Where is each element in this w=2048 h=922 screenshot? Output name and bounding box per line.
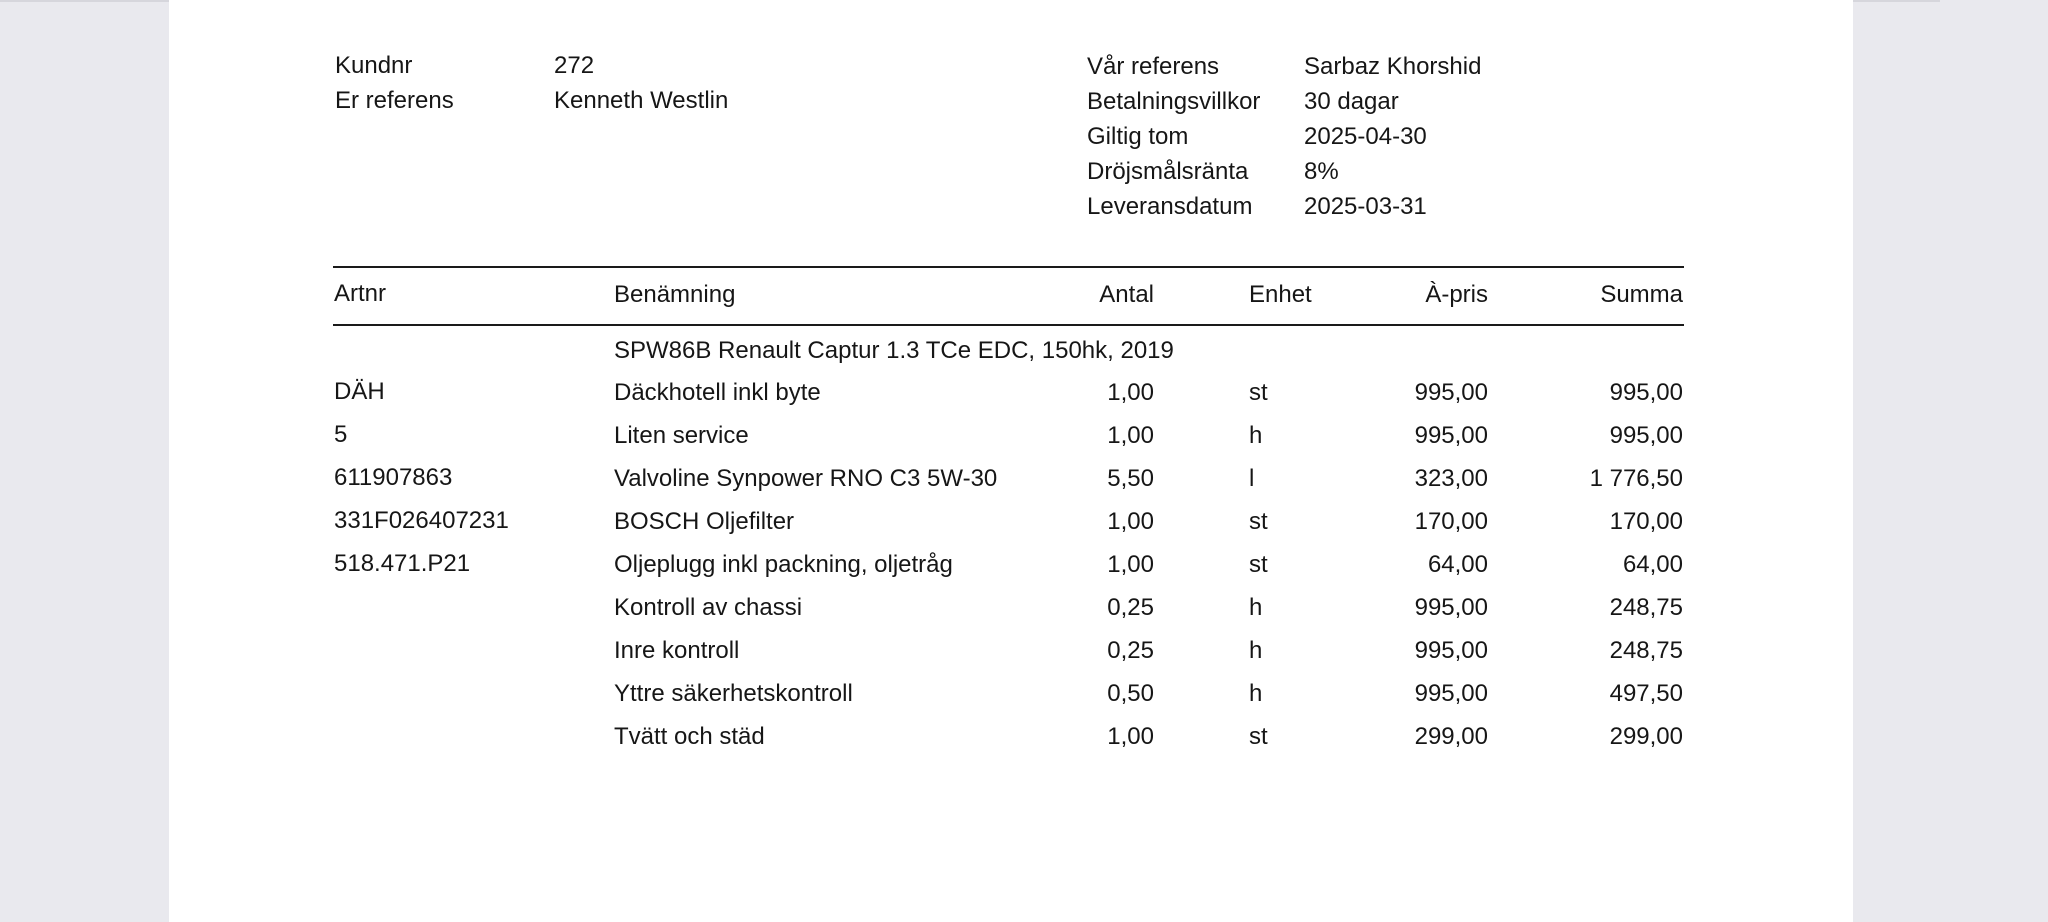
row-unit: h xyxy=(1249,422,1263,449)
payment-terms-label: Betalningsvillkor xyxy=(1087,88,1261,115)
table-header-rule xyxy=(333,324,1684,326)
row-description: Kontroll av chassi xyxy=(614,594,803,621)
row-quantity: 0,50 xyxy=(1107,680,1154,707)
row-quantity: 1,00 xyxy=(1107,551,1154,578)
row-unit: st xyxy=(1249,379,1268,406)
row-unit-price: 323,00 xyxy=(1414,465,1488,492)
row-unit: h xyxy=(1249,680,1263,707)
document-page xyxy=(169,0,1853,922)
row-unit: st xyxy=(1249,723,1268,750)
row-description: Inre kontroll xyxy=(614,637,740,664)
row-sum: 248,75 xyxy=(1609,594,1683,621)
row-artnr: 5 xyxy=(334,421,348,448)
row-quantity: 0,25 xyxy=(1107,594,1154,621)
row-description: Liten service xyxy=(614,422,749,449)
vehicle-description: SPW86B Renault Captur 1.3 TCe EDC, 150hk, 2019 xyxy=(614,337,1174,364)
row-sum: 170,00 xyxy=(1609,508,1683,535)
valid-until-label: Giltig tom xyxy=(1087,123,1189,150)
row-unit: st xyxy=(1249,508,1268,535)
row-quantity: 1,00 xyxy=(1107,422,1154,449)
row-artnr: 611907863 xyxy=(334,464,453,491)
row-quantity: 5,50 xyxy=(1107,465,1154,492)
row-unit: l xyxy=(1249,465,1255,492)
delivery-date-value: 2025-03-31 xyxy=(1304,193,1427,220)
our-reference-value: Sarbaz Khorshid xyxy=(1304,53,1482,80)
row-description: Däckhotell inkl byte xyxy=(614,379,821,406)
customer-no-value: 272 xyxy=(554,52,595,79)
row-quantity: 1,00 xyxy=(1107,508,1154,535)
row-unit-price: 995,00 xyxy=(1414,594,1488,621)
row-sum: 497,50 xyxy=(1609,680,1683,707)
row-unit: st xyxy=(1249,551,1268,578)
row-unit-price: 170,00 xyxy=(1414,508,1488,535)
row-unit: h xyxy=(1249,594,1263,621)
row-quantity: 0,25 xyxy=(1107,637,1154,664)
row-unit-price: 995,00 xyxy=(1414,637,1488,664)
row-sum: 995,00 xyxy=(1609,379,1683,406)
row-sum: 995,00 xyxy=(1609,422,1683,449)
column-header-unit-price: À-pris xyxy=(1425,281,1488,308)
column-header-sum: Summa xyxy=(1600,281,1683,308)
row-description: Valvoline Synpower RNO C3 5W-30 xyxy=(614,465,998,492)
row-quantity: 1,00 xyxy=(1107,723,1154,750)
customer-no-label: Kundnr xyxy=(335,52,413,79)
column-header-artnr: Artnr xyxy=(334,280,387,307)
valid-until-value: 2025-04-30 xyxy=(1304,123,1427,150)
row-description: Tvätt och städ xyxy=(614,723,765,750)
column-header-unit: Enhet xyxy=(1249,281,1312,308)
row-description: Yttre säkerhetskontroll xyxy=(614,680,853,707)
row-unit-price: 995,00 xyxy=(1414,680,1488,707)
table-top-rule xyxy=(333,266,1684,268)
row-unit-price: 995,00 xyxy=(1414,379,1488,406)
row-sum: 248,75 xyxy=(1609,637,1683,664)
row-sum: 299,00 xyxy=(1609,723,1683,750)
row-artnr: 518.471.P21 xyxy=(334,550,471,577)
delivery-date-label: Leveransdatum xyxy=(1087,193,1253,220)
row-description: Oljeplugg inkl packning, oljetråg xyxy=(614,551,953,578)
our-reference-label: Vår referens xyxy=(1087,53,1220,80)
row-sum: 64,00 xyxy=(1622,551,1683,578)
late-interest-value: 8% xyxy=(1304,158,1339,185)
row-unit-price: 64,00 xyxy=(1427,551,1488,578)
row-artnr: 331F026407231 xyxy=(334,507,509,534)
row-artnr: DÄH xyxy=(334,378,385,405)
payment-terms-value: 30 dagar xyxy=(1304,88,1399,115)
row-quantity: 1,00 xyxy=(1107,379,1154,406)
your-reference-label: Er referens xyxy=(335,87,454,114)
row-unit-price: 299,00 xyxy=(1414,723,1488,750)
row-unit-price: 995,00 xyxy=(1414,422,1488,449)
row-sum: 1 776,50 xyxy=(1589,465,1683,492)
your-reference-value: Kenneth Westlin xyxy=(554,87,729,114)
late-interest-label: Dröjsmålsränta xyxy=(1087,158,1249,185)
row-unit: h xyxy=(1249,637,1263,664)
column-header-description: Benämning xyxy=(614,281,736,308)
column-header-quantity: Antal xyxy=(1099,281,1154,308)
row-description: BOSCH Oljefilter xyxy=(614,508,795,535)
